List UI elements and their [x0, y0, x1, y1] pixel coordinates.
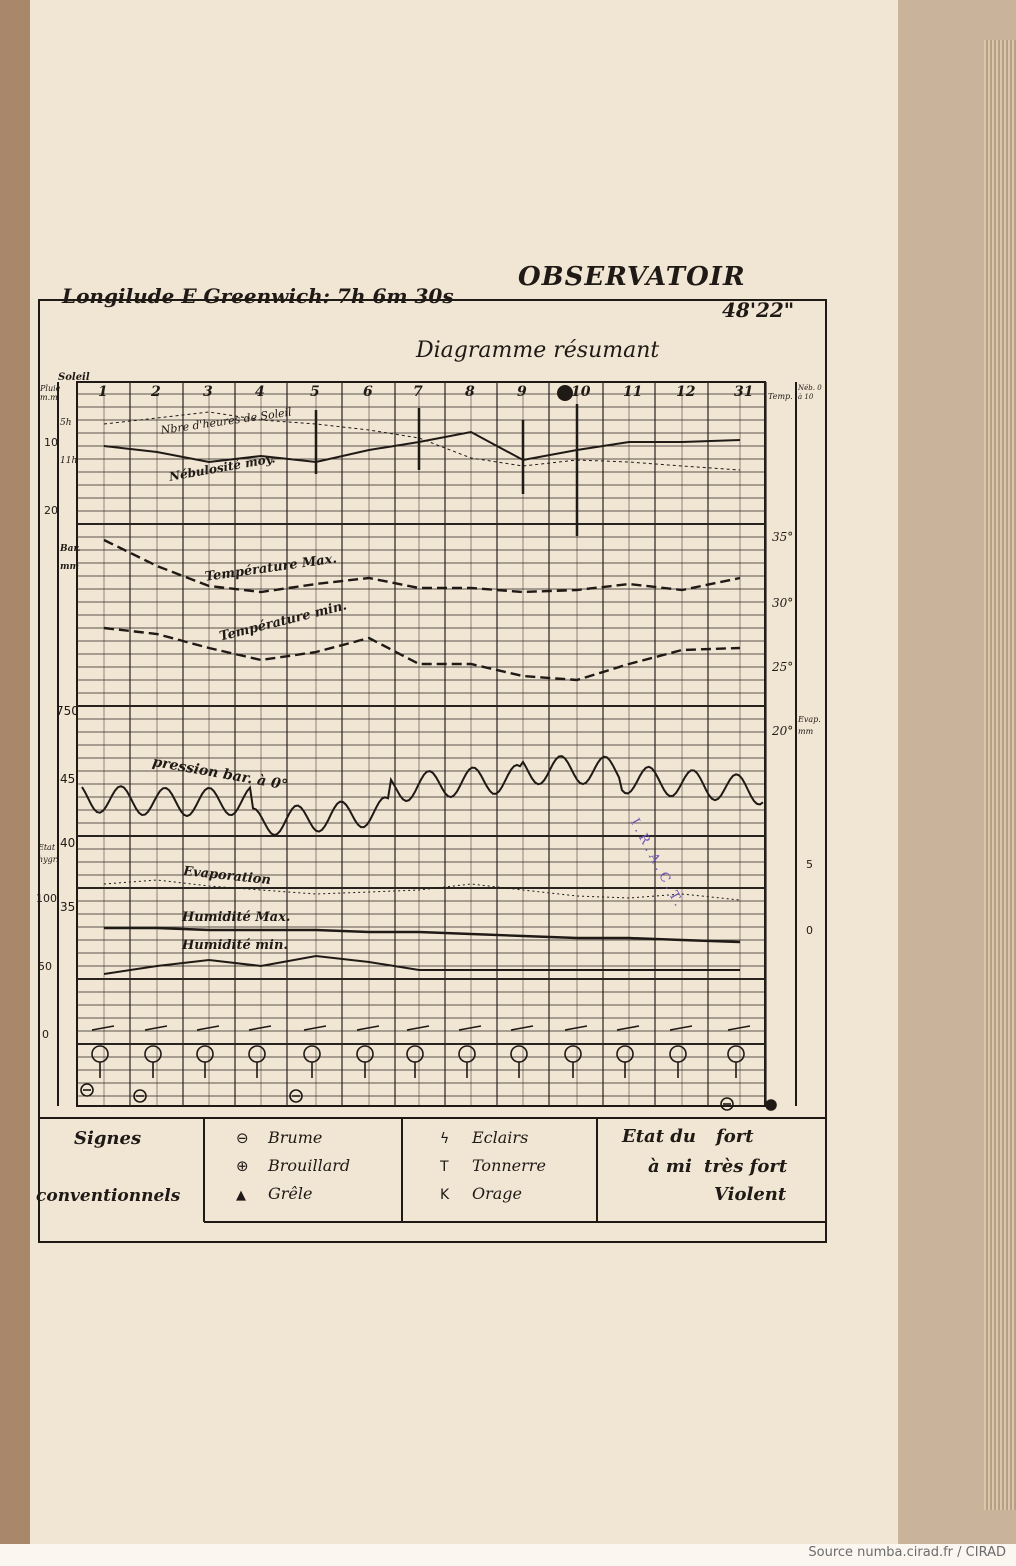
weather-station-icon	[407, 1046, 423, 1062]
temp-max-line	[104, 540, 740, 592]
wind-arrow	[357, 1026, 379, 1030]
curve-label-tmin: Température min.	[218, 598, 349, 645]
legend-col3-title: Etat du	[622, 1126, 696, 1147]
evap-label: Evap. mm	[798, 715, 821, 736]
sun-tick-11h: 11h	[60, 456, 78, 466]
weather-station-icon	[617, 1046, 633, 1062]
wind-arrow	[407, 1026, 429, 1030]
hygro-tick-100: 100	[36, 892, 57, 905]
bar-tick-40: 40	[60, 836, 76, 850]
wind-arrow	[617, 1026, 639, 1030]
hygro-label: Etat hygr.	[38, 843, 59, 864]
wind-arrow	[670, 1026, 692, 1030]
curve-label-evap: Evaporation	[182, 864, 272, 889]
bar-tick-45: 45	[60, 772, 76, 786]
day-label: 12	[676, 384, 696, 400]
weather-station-icon	[565, 1046, 581, 1062]
bar-tick-35: 35	[60, 900, 76, 914]
temp-label: Temp.	[768, 392, 793, 401]
eclairs-icon: ϟ	[440, 1131, 450, 1147]
weather-station-icon	[459, 1046, 475, 1062]
wind-arrow	[565, 1026, 587, 1030]
legend-label-orage: Orage	[472, 1184, 523, 1203]
hygro-tick-50: 50	[38, 960, 52, 973]
curve-label-tmax: Température Max.	[204, 551, 338, 585]
wind-arrow	[728, 1026, 750, 1030]
wind-arrow	[249, 1026, 271, 1030]
orage-icon: K	[440, 1187, 450, 1203]
brume-icon: ⊖	[236, 1129, 249, 1147]
latitude-text: 48'22"	[722, 298, 795, 322]
legend-label-brouillard: Brouillard	[268, 1156, 351, 1175]
curve-label-sun: Nbre d'heures de Soleil	[160, 405, 293, 437]
wind-arrow	[92, 1026, 114, 1030]
wind-arrow	[145, 1026, 167, 1030]
hygro-tick-0: 0	[42, 1028, 49, 1041]
legend-col1	[236, 1128, 350, 1212]
legend-col2	[440, 1128, 546, 1212]
evap-tick-0: 0	[806, 924, 813, 937]
curve-label-hmax: Humidité Max.	[182, 910, 291, 925]
diagram-title: Diagramme résumant	[416, 338, 660, 363]
soleil-label: Soleil	[58, 372, 90, 383]
pluie-label: Pluie m.m	[40, 384, 61, 402]
legend-label-eclairs: Eclairs	[472, 1128, 529, 1147]
evaporation-line	[104, 880, 740, 900]
legend-col3-line: à mi	[648, 1156, 692, 1177]
neb-label: Néb. 0 à 10	[798, 384, 822, 401]
weather-station-icon	[511, 1046, 527, 1062]
diagram-marks	[81, 1026, 776, 1110]
legend-col3-line: Violent	[714, 1184, 787, 1205]
rain-tick-10: 10	[44, 436, 58, 449]
day-label: 3	[203, 384, 213, 400]
legend-item	[236, 1184, 350, 1212]
day-label: 6	[363, 384, 373, 400]
weather-station-icon	[357, 1046, 373, 1062]
rain-tick-20: 20	[44, 504, 58, 517]
grele-icon: ▲	[236, 1188, 246, 1203]
weather-station-icon	[304, 1046, 320, 1062]
legend-item	[236, 1128, 350, 1156]
cloudiness-line	[104, 432, 740, 462]
legend-item	[236, 1156, 350, 1184]
longitude-text: Longilude E Greenwich: 7h 6m 30s	[62, 284, 454, 308]
day-label: 1	[98, 384, 108, 400]
curve-label-cloud: Nébulosité moy.	[168, 451, 277, 484]
day-label: 8	[465, 384, 475, 400]
legend-label-tonnerre: Tonnerre	[472, 1156, 546, 1175]
wind-arrow	[511, 1026, 533, 1030]
bar-tick-750: 750	[56, 704, 79, 718]
curve-label-hmin: Humidité min.	[182, 938, 288, 953]
humidity-min-line	[104, 956, 740, 974]
day-label: 11	[623, 384, 643, 400]
weather-station-icon	[145, 1046, 161, 1062]
legend-title-1: Signes	[74, 1128, 142, 1149]
legend-item	[440, 1156, 546, 1184]
temp-tick-25: 25°	[772, 660, 794, 674]
day-label: 5	[310, 384, 320, 400]
observatory-title: OBSERVATOIR	[518, 262, 746, 292]
evap-tick-5: 5	[806, 858, 813, 871]
tonnerre-icon: T	[440, 1159, 449, 1175]
legend-title-2: conventionnels	[36, 1186, 181, 1206]
day-label: 2	[151, 384, 161, 400]
temp-tick-30: 30°	[772, 596, 794, 610]
diagram-grid	[77, 382, 766, 1106]
source-credit: Source numba.cirad.fr / CIRAD	[808, 1545, 1006, 1560]
day-label: 4	[255, 384, 265, 400]
day-label: 9	[517, 384, 527, 400]
day-label: 10	[571, 384, 591, 400]
weather-station-icon	[249, 1046, 265, 1062]
temp-tick-35: 35°	[772, 530, 794, 544]
wind-arrow	[304, 1026, 326, 1030]
day-label: 7	[413, 384, 423, 400]
sun-tick-5h: 5h	[60, 418, 72, 428]
curve-label-pressure: pression bar. à 0°	[151, 754, 289, 794]
wind-arrow	[459, 1026, 481, 1030]
legend-item	[440, 1128, 546, 1156]
weather-station-icon	[197, 1046, 213, 1062]
legend-label-brume: Brume	[268, 1128, 323, 1147]
legend-col3-line: très fort	[704, 1156, 788, 1177]
day-label: 31	[734, 384, 754, 400]
legend-item	[440, 1184, 546, 1212]
library-stamp: I.R.A.C.T.	[626, 816, 688, 913]
temp-tick-20: 20°	[772, 724, 794, 738]
new-moon-icon	[766, 1100, 776, 1110]
weather-station-icon	[728, 1046, 744, 1062]
bar-label: Bar. mm	[60, 544, 81, 572]
brouillard-icon: ⊕	[236, 1157, 249, 1175]
wind-arrow	[197, 1026, 219, 1030]
legend-col3-line: fort	[716, 1126, 754, 1147]
weather-station-icon	[670, 1046, 686, 1062]
weather-station-icon	[92, 1046, 108, 1062]
legend-label-grele: Grêle	[268, 1184, 313, 1203]
